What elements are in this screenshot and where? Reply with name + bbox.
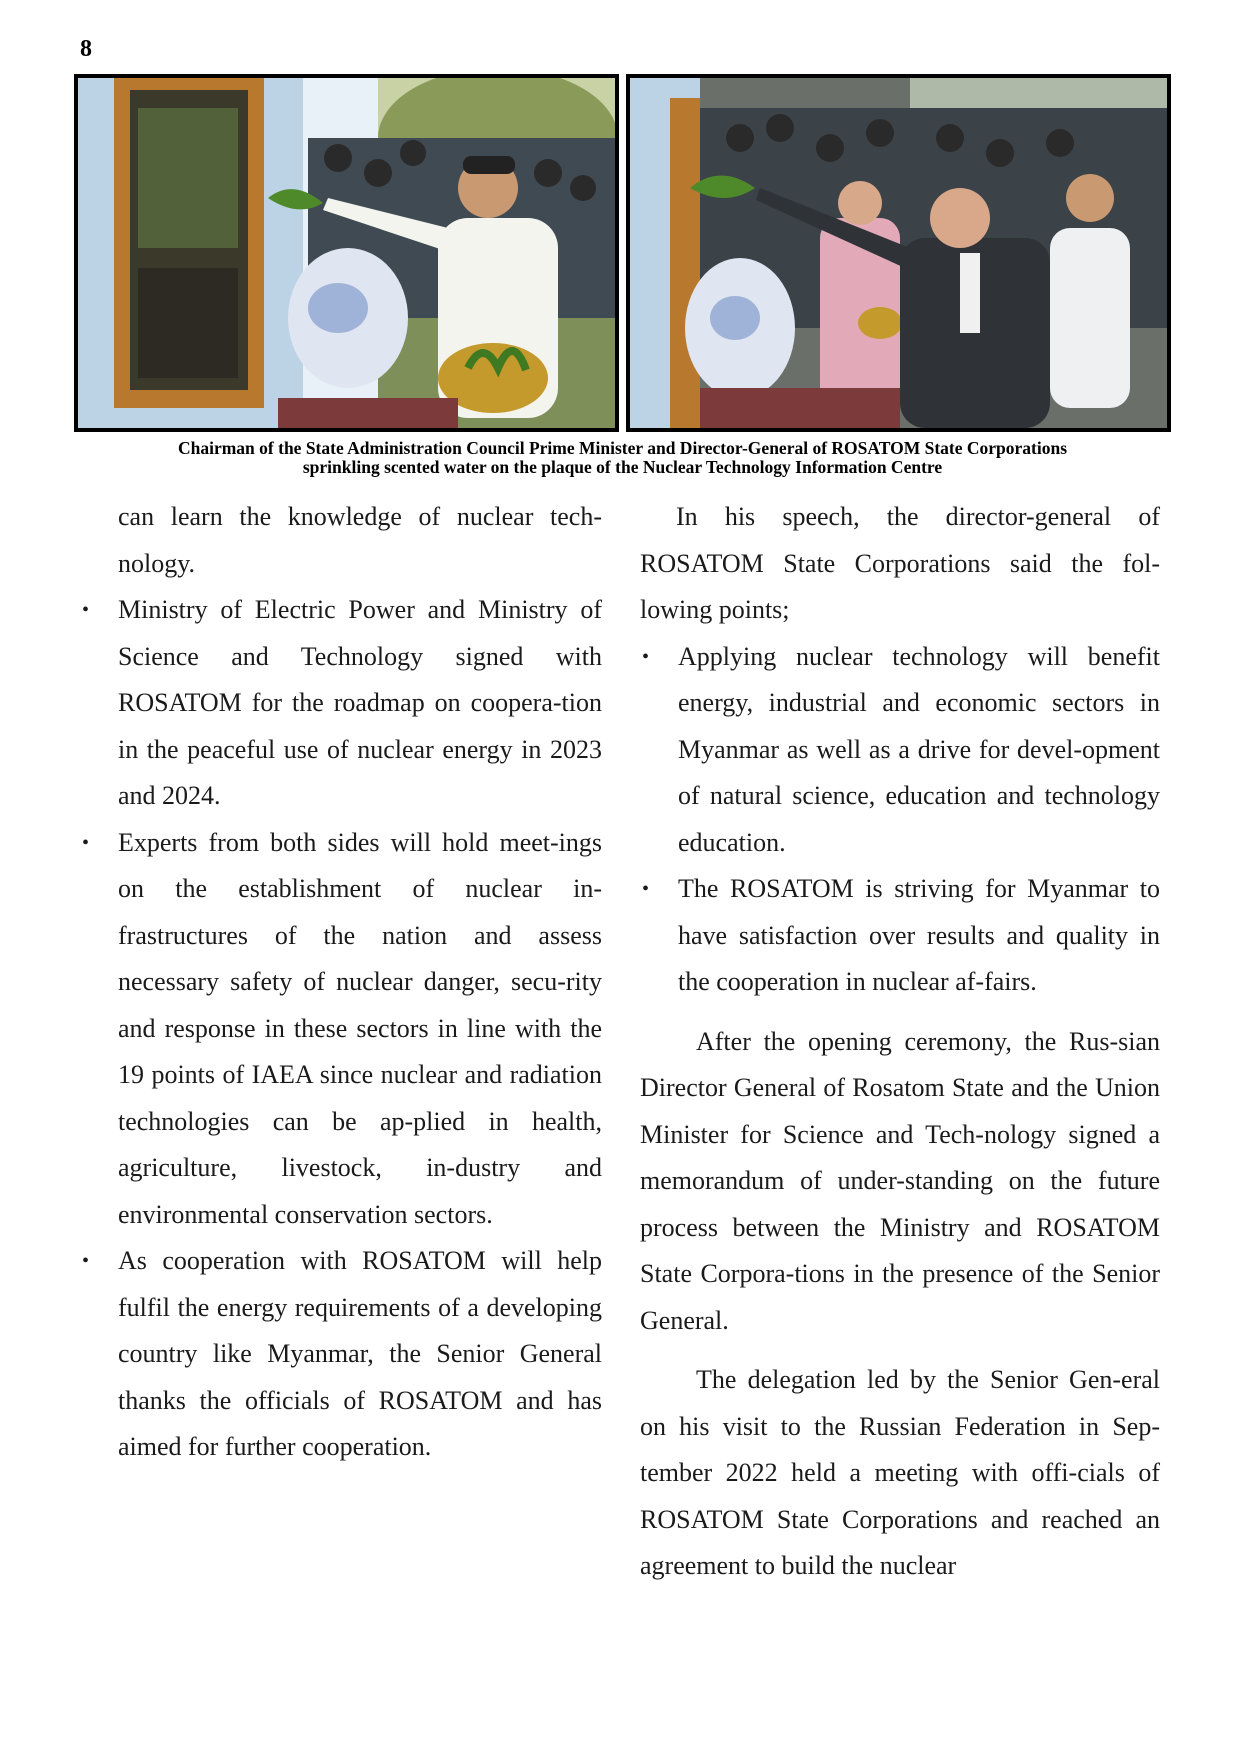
body-paragraph: After the opening ceremony, the Rus-sian Director General of Rosatom State and the Union Minister for Science and Tech-nology signed a memorandum of under-standing on the future process between the Ministry and ROSATOM State Corpora-tions in the presence of the Senior General. xyxy=(640,1026,1160,1335)
right-intro-paragraph: In his speech, the director-general of ROSATOM State Corporations said the fol-lowing points; xyxy=(640,502,1160,624)
right-column xyxy=(640,494,1160,1590)
body-paragraph: The delegation led by the Senior Gen-eral on his visit to the Russian Federation in Sep-tember 2022 held a meeting with offi-cials of ROSATOM State Corporations and reached an agreement to build the nuclear xyxy=(640,1365,1160,1580)
caption-line-1: Chairman of the State Administration Council Prime Minister and Director-General of ROSATOM State Corporations xyxy=(177,438,1067,458)
bullet-icon: • xyxy=(642,645,650,668)
caption-line-2: sprinkling scented water on the plaque of the Nuclear Technology Information Centre xyxy=(302,457,943,477)
ceremony-photo-right xyxy=(626,74,1171,432)
bullet-item xyxy=(80,820,602,1239)
bullet-item xyxy=(640,866,1160,1006)
page-number: 8 xyxy=(80,36,92,62)
left-continuation-text: can learn the knowledge of nuclear tech-nology. xyxy=(118,502,602,578)
bullet-text: As cooperation with ROSATOM will help fulfil the energy requirements of a developing country like Myanmar, the Senior General thanks the officials of ROSATOM and has aimed for further cooperation. xyxy=(118,1246,602,1461)
ceremony-photo-left xyxy=(74,74,619,432)
bullet-icon: • xyxy=(82,599,90,621)
bullet-icon: • xyxy=(82,831,90,854)
bullet-text: Ministry of Electric Power and Ministry of Science and Technology signed with ROSATOM for the roadmap on coopera-tion in the peaceful use of nuclear energy in 2023 and 2024. xyxy=(118,595,602,810)
photo-caption xyxy=(74,439,1171,477)
bullet-text: The ROSATOM is striving for Myanmar to have satisfaction over results and quality in the cooperation in nuclear af-fairs. xyxy=(678,874,1160,996)
left-column xyxy=(80,494,602,1471)
bullet-item xyxy=(80,1238,602,1471)
bullet-icon: • xyxy=(82,1250,90,1272)
bullet-text: Experts from both sides will hold meet-ings on the establishment of nuclear in-frastructures of the nation and assess necessary safety of nuclear danger, secu-rity and response in these sectors in line with the 19 points of IAEA since nuclear and radiation technologies can be ap-plied in health, agriculture, livestock, in-dustry and environmental conservation sectors. xyxy=(118,827,602,1229)
bullet-item xyxy=(640,634,1160,867)
bullet-item xyxy=(80,587,602,820)
bullet-text: Applying nuclear technology will benefit energy, industrial and economic sectors in Myanmar as well as a drive for devel-opment of natural science, education and technology education. xyxy=(678,641,1160,857)
bullet-icon: • xyxy=(642,878,650,900)
